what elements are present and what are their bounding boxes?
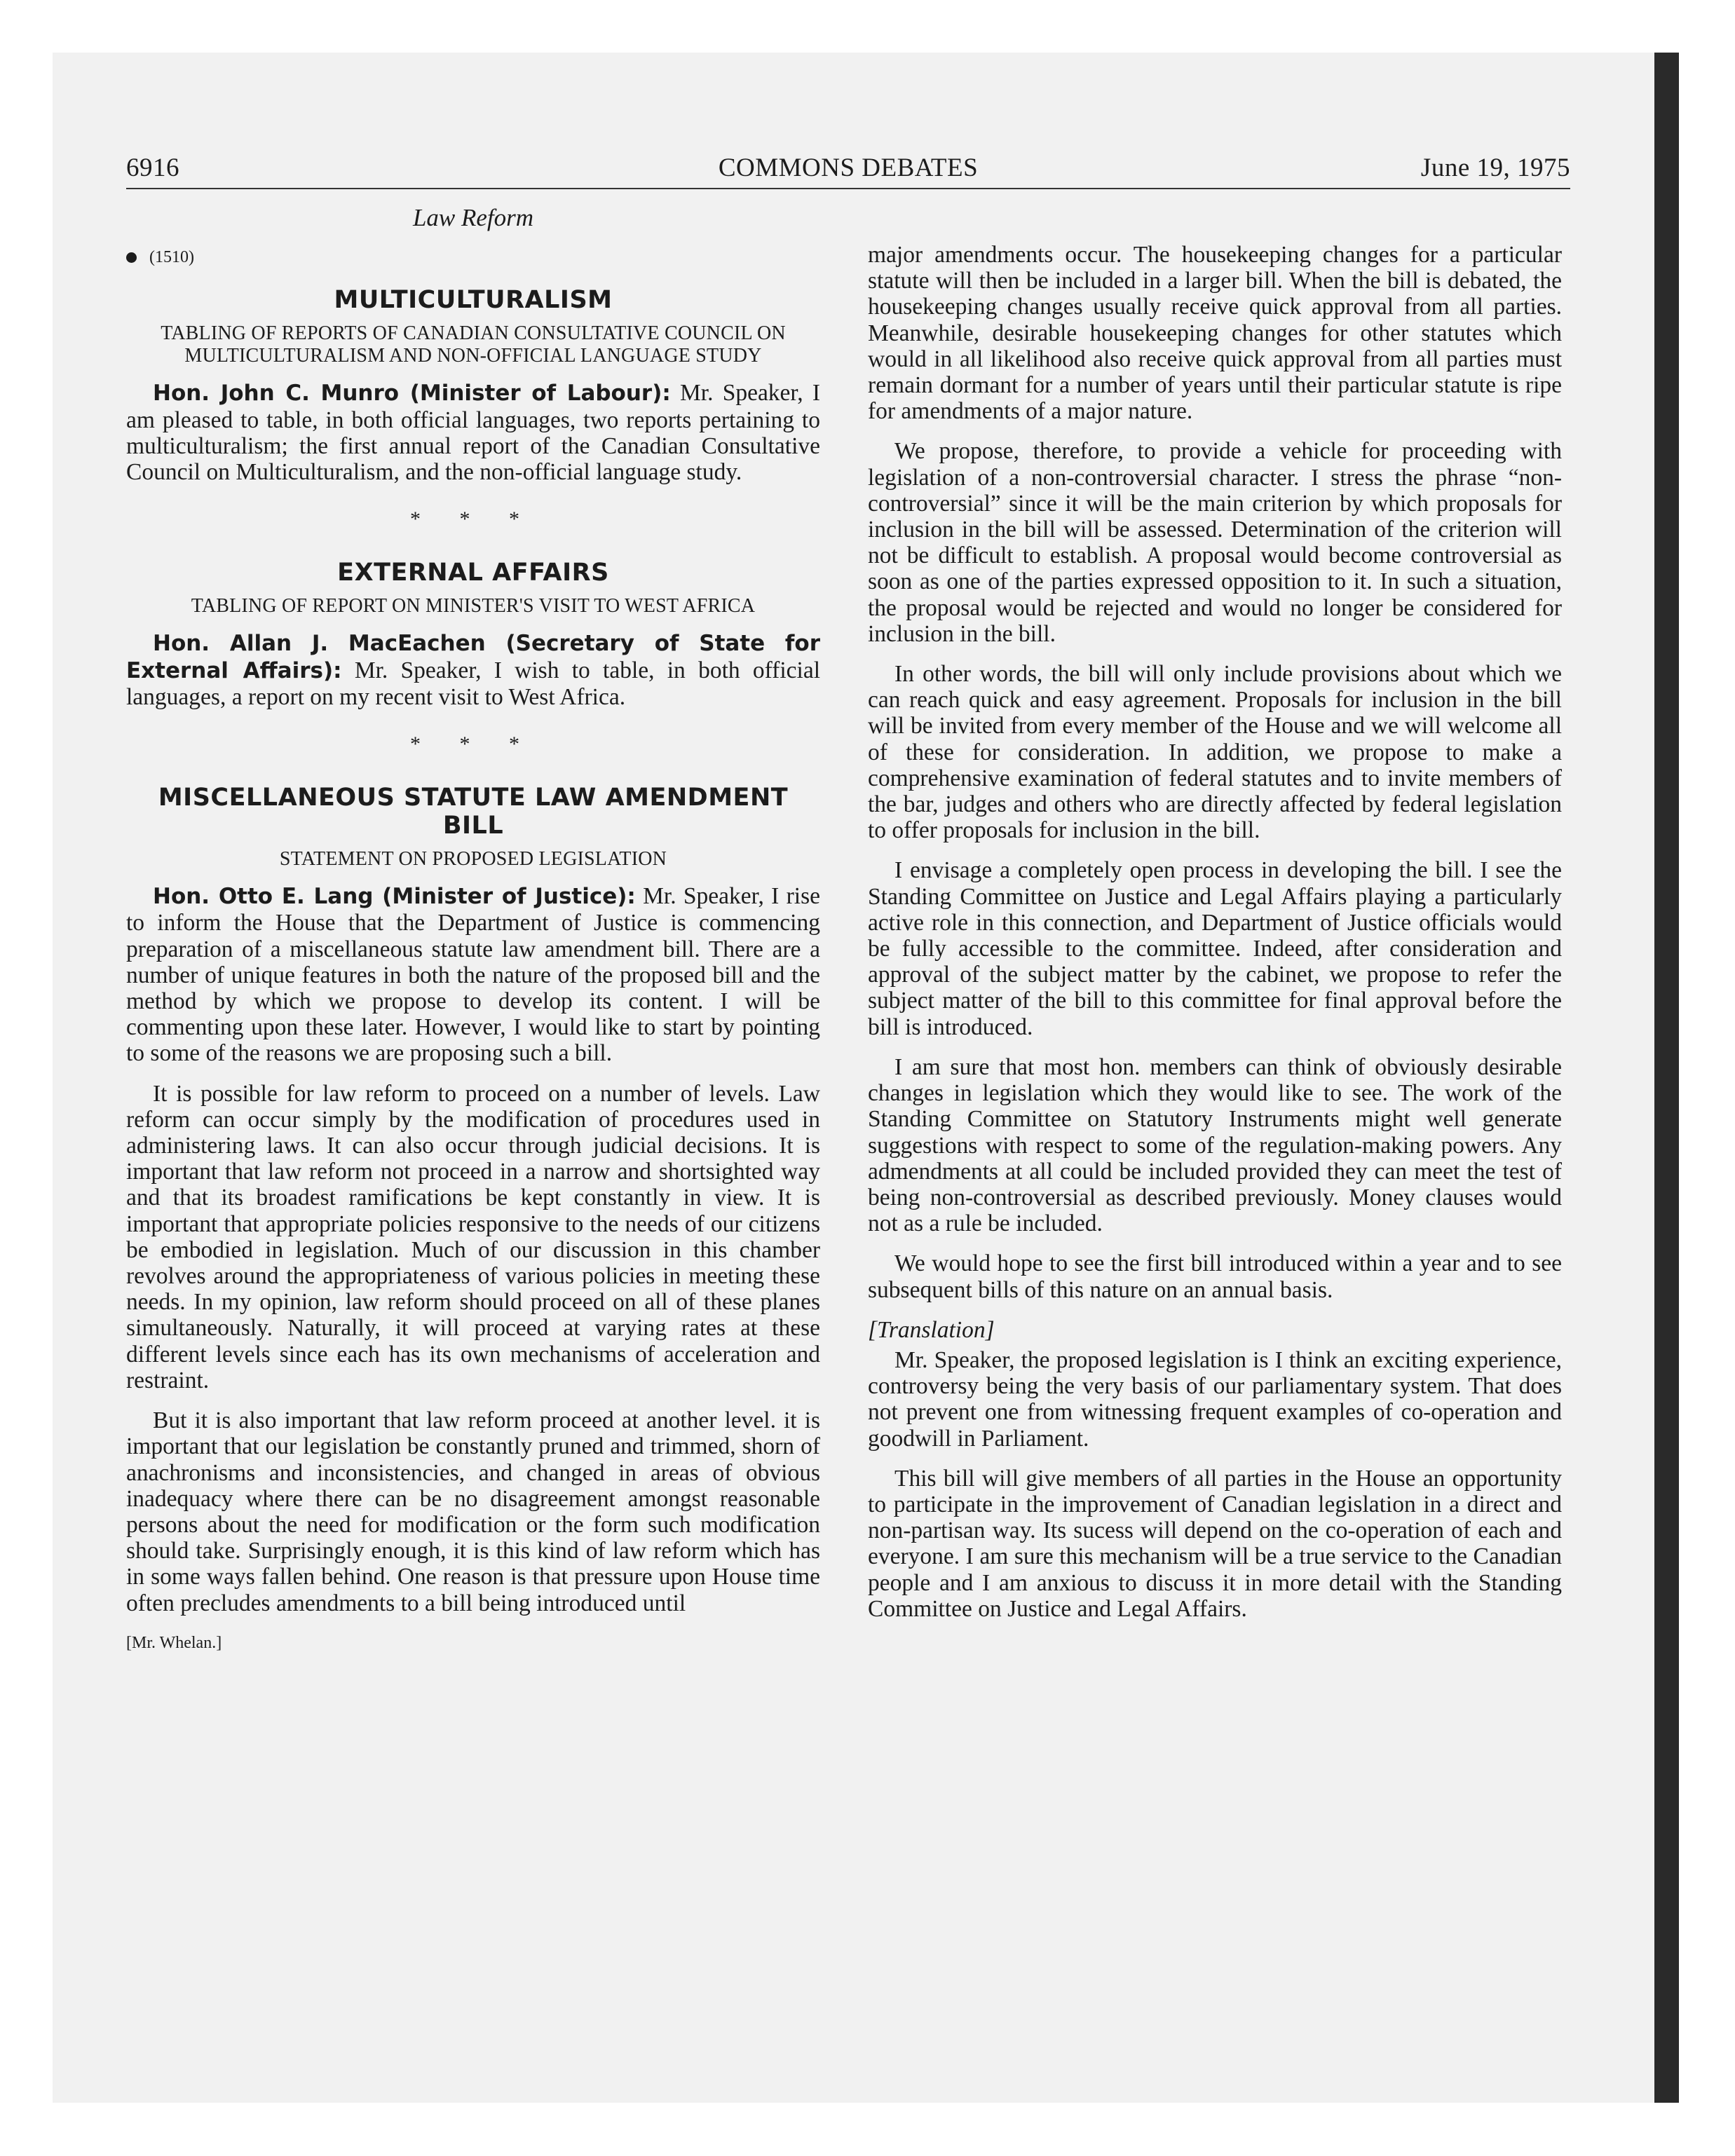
body-paragraph: This bill will give members of all parties in the House an opportunity to participate in the improvement of Canadian legislation in a direct and non-partisan way. Its sucess will depend on the co-operation of each and everyone. I am sure this mechanism will be a true service to the Canadian people and I am anxious to discuss it in more detail with the Standing Committee on Justice and Legal Affairs.: [868, 1465, 1562, 1622]
speaker-name: Hon. Otto E. Lang (Minister of Justice):: [153, 884, 636, 910]
section-separator: * * *: [410, 507, 536, 531]
body-paragraph: We propose, therefore, to provide a vehicle for proceeding with legislation of a non-controversial character. I stress the phrase “non-controversial” since it will be the main criterion by which proposals for inclusion in the bill will be assessed. Determination of the criterion will not be difficult to establish. A proposal would become controversial as soon as one of the parties expressed opposition to it. In such a situation, the proposal would be rejected and would no longer be considered for inclusion in the bill.: [868, 438, 1562, 647]
body-paragraph: But it is also important that law reform proceed at another level. it is important that our legislation be constantly pruned and trimmed, shorn of anachronisms and inconsistencies, and changed in areas of obvious inadequacy where there can be no disagreement amongst reasonable persons about the need for modification or the form such modification should take. Surprisingly enough, it is this kind of law reform which has in some ways fallen behind. One reason is that pressure upon House time often precludes amendments to a bill being introduced until: [126, 1407, 820, 1616]
speech-paragraph: [126, 630, 820, 710]
body-paragraph: We would hope to see the first bill introduced within a year and to see subsequent bills of this nature on an annual basis.: [868, 1250, 1562, 1303]
subtopic: Law Reform: [412, 204, 534, 231]
body-paragraph: In other words, the bill will only include provisions about which we can reach quick and easy agreement. Proposals for inclusion in the bill will be invited from every member of the House and we will welcome all of these for consideration. In addition, we propose to make a comprehensive examination of federal statutes and to invite members of the bar, judges and others who are directly affected by federal legislation to offer proposals for inclusion in the bill.: [868, 661, 1562, 844]
speech-paragraph: [126, 883, 820, 1066]
page-header: [126, 153, 1570, 189]
body-paragraph: I envisage a completely open process in developing the bill. I see the Standing Committee on Justice and Legal Affairs playing a particularly active role in this connection, and Department of Justice officials would be fully accessible to the committee. Indeed, after consideration and approval of the subject matter by the cabinet, we propose to refer the subject matter of the bill to this committee for final approval before the bill is introduced.: [868, 857, 1562, 1040]
section-heading: EXTERNAL AFFAIRS: [337, 559, 609, 587]
body-paragraph: I am sure that most hon. members can think of obviously desirable changes in legislation which they would like to see. The work of the Standing Committee on Statutory Instruments might well generate suggestions with respect to some of the regulation-making powers. Any admendments at all could be included provided they can meet the test of being non-controversial as described previously. Money clauses would not as a rule be included.: [868, 1053, 1562, 1237]
publication-title: COMMONS DEBATES: [718, 153, 979, 182]
body-paragraph: It is possible for law reform to proceed on a number of levels. Law reform can occur simply by the modification of procedures used in administering laws. It can also occur through judicial decisions. It is important that law reform not proceed in a narrow and shortsighted way and that its broadest ramifications be kept constantly in view. It is important that appropriate policies responsive to the needs of our citizens be embodied in legislation. Much of our discussion in this chamber revolves around the appropriateness of various policies in meeting these needs. In my opinion, law reform should proceed on all of these planes simultaneously. Naturally, it will proceed at varying rates at these different levels since each has its own mechanisms of acceleration and restraint.: [126, 1080, 820, 1393]
bullet-icon: [126, 252, 137, 263]
body-paragraph: major amendments occur. The housekeeping changes for a particular statute will then be included in a larger bill. When the bill is debated, the housekeeping changes usually receive quick approval from all parties. Meanwhile, desirable housekeeping changes for other statutes which would in all likelihood also receive quick approval from all parties must remain dormant for a number of years until their particular statute is ripe for amendments of a major nature.: [868, 242, 1562, 425]
speech-text: Mr. Speaker, I wish to table, in both official languages, a report on my recent visit to West Africa.: [126, 657, 821, 710]
left-column: [126, 205, 820, 1656]
publication-date: June 19, 1975: [1420, 153, 1570, 182]
section-subheading: TABLING OF REPORT ON MINISTER'S VISIT TO WEST AFRICA: [191, 595, 756, 618]
section-subheading: STATEMENT ON PROPOSED LEGISLATION: [279, 848, 667, 871]
speech-text: Mr. Speaker, I rise to inform the House that the Department of Justice is commencing preparation of a miscellaneous statute law amendment bill. There are a number of unique features in both the nature of the proposed bill and the method by which we propose to develop its content. I will be commenting upon these later. However, I would like to start by pointing to some of the reasons we are proposing such a bill.: [126, 883, 821, 1067]
page-edge: [1654, 53, 1679, 2103]
body-paragraph: Mr. Speaker, the proposed legislation is I think an exciting experience, controversy being the very basis of our parliamentary system. That does not prevent one from witnessing frequent examples of co-operation and goodwill in Parliament.: [868, 1346, 1562, 1452]
right-column: [868, 242, 1562, 1636]
speaker-name: Hon. Allan J. MacEachen (Secretary of State for External Affairs):: [126, 631, 820, 683]
section-heading: MISCELLANEOUS STATUTE LAW AMENDMENT BILL: [158, 784, 789, 840]
speech-text: Mr. Speaker, I am pleased to table, in both official languages, two reports pertaining to multiculturalism; the first annual report of the Canadian Consultative Council on Multiculturalism, and the non-official language study.: [126, 380, 820, 486]
speech-paragraph: [126, 380, 820, 485]
speaker-name: Hon. John C. Munro (Minister of Labour):: [153, 381, 671, 407]
page-number: 6916: [126, 153, 179, 182]
section-separator: * * *: [410, 732, 536, 756]
section-subheading: TABLING OF REPORTS OF CANADIAN CONSULTATIVE COUNCIL ON MULTICULTURALISM AND NON-OFFICIAL LANGUAGE STUDY: [161, 322, 786, 367]
section-heading: MULTICULTURALISM: [334, 286, 613, 315]
time-marker-text: (1510): [149, 248, 194, 267]
translation-marker: [Translation]: [868, 1316, 995, 1343]
time-marker: [126, 245, 820, 271]
footnote: [Mr. Whelan.]: [126, 1633, 222, 1652]
